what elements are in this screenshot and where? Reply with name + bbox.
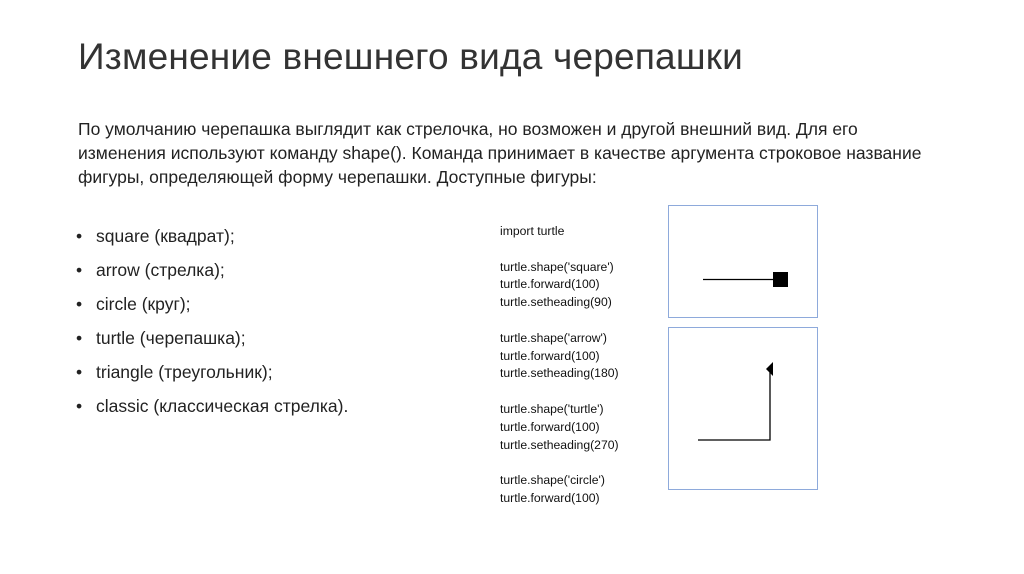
list-item: • arrow (стрелка); bbox=[76, 260, 348, 294]
code-example bbox=[500, 223, 619, 508]
code-line: turtle.setheading(180) bbox=[500, 366, 619, 381]
code-line: turtle.setheading(270) bbox=[500, 437, 619, 452]
code-line: turtle.shape('circle') bbox=[500, 473, 605, 488]
code-line: turtle.setheading(90) bbox=[500, 295, 612, 310]
square-turtle-icon bbox=[773, 272, 788, 287]
code-line bbox=[500, 454, 619, 472]
square-turtle-illustration bbox=[668, 205, 818, 318]
list-item: • triangle (треугольник); bbox=[76, 362, 348, 396]
code-line: turtle.shape('turtle') bbox=[500, 401, 604, 416]
list-item: • square (квадрат); bbox=[76, 226, 348, 260]
turtle-path-line bbox=[698, 370, 770, 440]
square-turtle-drawing bbox=[669, 206, 819, 319]
code-line: turtle.shape('arrow') bbox=[500, 330, 607, 345]
code-line: turtle.forward(100) bbox=[500, 490, 600, 505]
code-line bbox=[500, 383, 619, 401]
code-line: turtle.forward(100) bbox=[500, 348, 600, 363]
code-line: turtle.forward(100) bbox=[500, 419, 600, 434]
code-line: turtle.forward(100) bbox=[500, 277, 600, 292]
shape-list bbox=[76, 226, 348, 430]
code-line: turtle.shape('square') bbox=[500, 259, 614, 274]
code-line: import turtle bbox=[500, 224, 565, 238]
code-line bbox=[500, 241, 619, 259]
arrow-turtle-drawing bbox=[669, 328, 819, 491]
list-item: • turtle (черепашка); bbox=[76, 328, 348, 362]
list-item: • classic (классическая стрелка). bbox=[76, 396, 348, 430]
code-line bbox=[500, 312, 619, 330]
arrow-turtle-illustration bbox=[668, 327, 818, 490]
slide-title: Изменение внешнего вида черепашки bbox=[78, 36, 743, 77]
list-item: • circle (круг); bbox=[76, 294, 348, 328]
intro-paragraph: По умолчанию черепашка выглядит как стрелочка, но возможен и другой внешний вид. Для его изменения используют команду shape(). Команда принимает в качестве аргумента строковое название фигуры, определяющей форму черепашки. Доступные фигуры: bbox=[78, 119, 922, 187]
